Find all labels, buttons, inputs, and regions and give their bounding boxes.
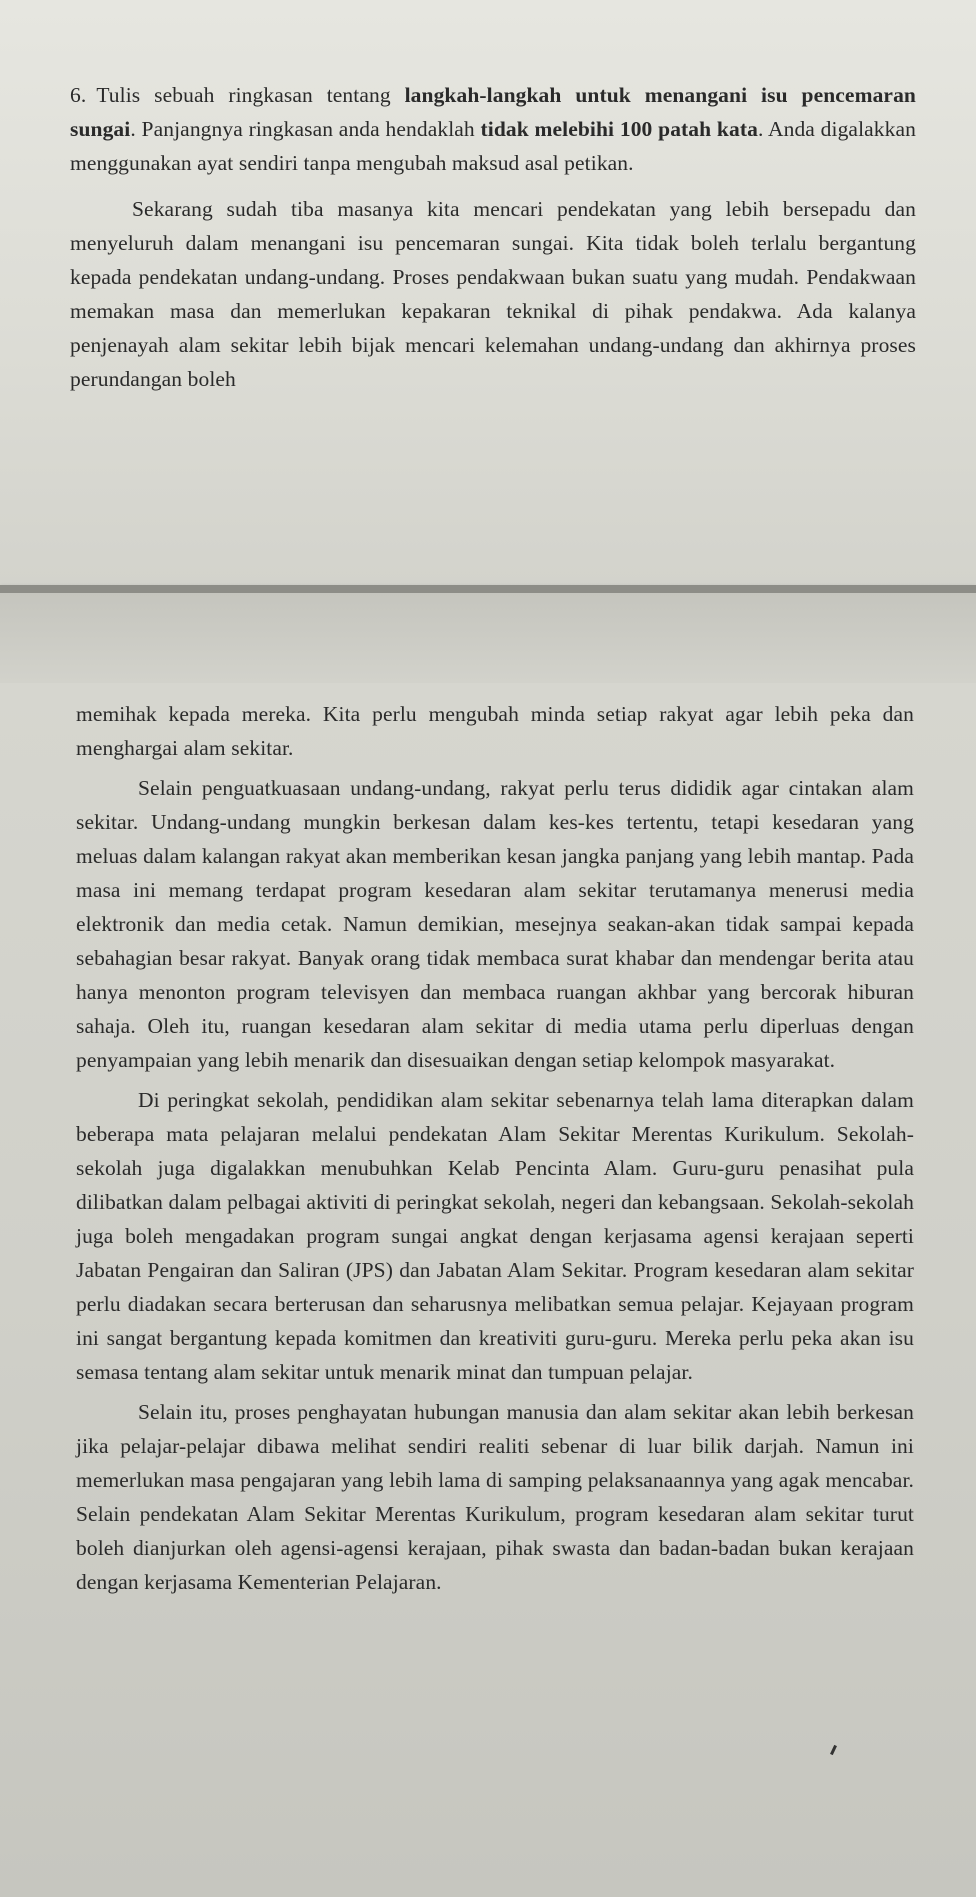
question-6 bbox=[70, 78, 916, 180]
question-text-3: . Anda digalakkan menggunakan ayat sendiri tanpa mengubah maksud asal petikan. bbox=[70, 117, 916, 175]
page-top bbox=[0, 0, 976, 585]
page-bottom bbox=[0, 683, 976, 1897]
question-bold-limit: tidak melebihi 100 patah kata bbox=[480, 117, 758, 141]
passage-paragraph-2: Di peringkat sekolah, pendidikan alam sekitar sebenarnya telah lama diterapkan dalam beberapa mata pelajaran melalui pendekatan Alam Sekitar Merentas Kurikulum. Sekolah-sekolah juga digalakkan menubuhkan Kelab Pencinta Alam. Guru-guru penasihat pula dilibatkan dalam pelbagai aktiviti di peringkat sekolah, negeri dan kebangsaan. Sekolah-sekolah juga boleh mengadakan program sungai angkat dengan kerjasama agensi kerajaan seperti Jabatan Pengairan dan Saliran (JPS) dan Jabatan Alam Sekitar. Program kesedaran alam sekitar perlu diadakan secara berterusan dan seharusnya melibatkan semua pelajar. Kejayaan program ini sangat bergantung kepada komitmen dan kreativiti guru-guru. Mereka perlu peka akan isu semasa tentang alam sekitar untuk menarik minat dan tumpuan pelajar. bbox=[76, 1088, 914, 1384]
question-bold-topic: langkah-langkah untuk menangani isu pencemaran sungai bbox=[70, 83, 916, 141]
question-text-2: . Panjangnya ringkasan anda hendaklah bbox=[130, 117, 481, 141]
page-divider bbox=[0, 585, 976, 593]
question-text-1: Tulis sebuah ringkasan tentang bbox=[96, 83, 405, 107]
page-gap bbox=[0, 593, 976, 683]
passage-continuation: memihak kepada mereka. Kita perlu mengubah minda setiap rakyat agar lebih peka dan menghargai alam sekitar. bbox=[76, 702, 914, 760]
passage-paragraph-intro: Sekarang sudah tiba masanya kita mencari pendekatan yang lebih bersepadu dan menyeluruh dalam menangani isu pencemaran sungai. Kita tidak boleh terlalu bergantung kepada pendekatan undang-undang. Proses pendakwaan bukan suatu yang mudah. Pendakwaan memakan masa dan memerlukan kepakaran teknikal di pihak pendakwa. Ada kalanya penjenayah alam sekitar lebih bijak mencari kelemahan undang-undang dan akhirnya proses perundangan boleh bbox=[70, 197, 916, 391]
passage-paragraph-3: Selain itu, proses penghayatan hubungan manusia dan alam sekitar akan lebih berkesan jika pelajar-pelajar dibawa melihat sendiri realiti sebenar di luar bilik darjah. Namun ini memerlukan masa pengajaran yang lebih lama di samping pelaksanaannya yang agak mencabar. Selain pendekatan Alam Sekitar Merentas Kurikulum, program kesedaran alam sekitar turut boleh dianjurkan oleh agensi-agensi kerajaan, pihak swasta dan badan-badan bukan kerajaan dengan kerjasama Kementerian Pelajaran. bbox=[76, 1400, 914, 1594]
question-number: 6. bbox=[70, 83, 87, 107]
passage-paragraph-1: Selain penguatkuasaan undang-undang, rakyat perlu terus dididik agar cintakan alam sekitar. Undang-undang mungkin berkesan dalam kes-kes tertentu, tetapi kesedaran yang meluas dalam kalangan rakyat akan memberikan kesan jangka panjang yang lebih mantap. Pada masa ini memang terdapat program kesedaran alam sekitar terutamanya menerusi media elektronik dan media cetak. Namun demikian, mesejnya seakan-akan tidak sampai kepada sebahagian besar rakyat. Banyak orang tidak membaca surat khabar dan mendengar berita atau hanya menonton program televisyen dan membaca ruangan akhbar yang bercorak hiburan sahaja. Oleh itu, ruangan kesedaran alam sekitar di media utama perlu diperluas dengan penyampaian yang lebih menarik dan disesuaikan dengan setiap kelompok masyarakat. bbox=[76, 776, 914, 1072]
